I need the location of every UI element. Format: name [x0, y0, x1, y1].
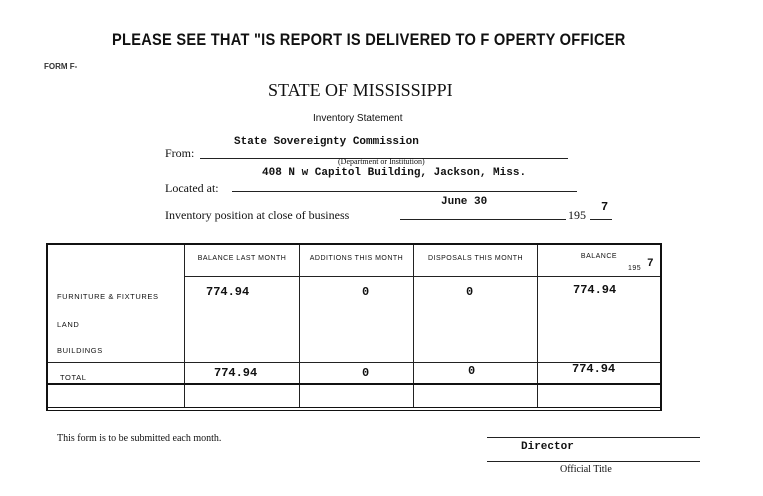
furniture-disposals: 0: [466, 285, 474, 299]
total-balance-last-month: 774.94: [214, 366, 258, 380]
signature-value: Director: [521, 441, 574, 453]
from-note: (Department or Institution): [338, 157, 425, 166]
header-additions: ADDITIONS THIS MONTH: [309, 255, 404, 262]
located-label: Located at:: [165, 181, 219, 195]
delivery-banner: PLEASE SEE THAT "IS REPORT IS DELIVERED TO F OPERTY OFFICER: [112, 30, 626, 49]
signature-label: Official Title: [560, 464, 612, 475]
inventory-year-prefix: 195: [568, 208, 586, 222]
header-disposals: DISPOSALS THIS MONTH: [427, 255, 524, 262]
row-label-buildings: BUILDINGS: [57, 346, 103, 355]
located-value: 408 N w Capitol Building, Jackson, Miss.: [262, 167, 527, 179]
total-disposals: 0: [468, 364, 476, 378]
furniture-balance-last-month: 774.94: [206, 285, 250, 299]
header-balance: BALANCE: [580, 253, 618, 260]
inventory-year-digit: 7: [601, 200, 609, 214]
inventory-date-underline: [400, 219, 566, 220]
document-subtitle: Inventory Statement: [313, 113, 403, 124]
furniture-additions: 0: [362, 285, 370, 299]
inventory-date: June 30: [441, 196, 488, 208]
signature-bottom-line: [487, 461, 700, 462]
inventory-position-label: Inventory position at close of business: [165, 208, 350, 222]
inventory-year-underline: [590, 219, 612, 220]
signature-top-line: [487, 437, 700, 438]
table-right-border: [660, 243, 662, 410]
row-label-total: TOTAL: [60, 373, 87, 382]
header-underline: [184, 276, 660, 277]
row-label-furniture: FURNITURE & FIXTURES: [57, 292, 159, 301]
header-balance-year-digit: 7: [647, 258, 654, 270]
table-top-border: [46, 243, 662, 245]
from-value: State Sovereignty Commission: [234, 136, 419, 148]
total-balance: 774.94: [572, 362, 616, 376]
located-underline: [232, 191, 577, 192]
row-label-land: LAND: [57, 320, 80, 329]
total-top-line: [48, 362, 660, 363]
total-additions: 0: [362, 366, 370, 380]
document-title: STATE OF MISSISSIPPI: [268, 80, 453, 100]
table-bottom-border-1: [46, 407, 662, 408]
total-bottom-line: [48, 383, 660, 385]
header-balance-year-prefix: 195: [628, 265, 642, 272]
table-bottom-border-2: [46, 410, 662, 411]
submission-note: This form is to be submitted each month.: [57, 433, 222, 444]
from-label: From:: [165, 146, 195, 160]
furniture-balance: 774.94: [573, 283, 617, 297]
header-balance-last-month: BALANCE LAST MONTH: [197, 255, 287, 262]
form-number: FORM F-: [44, 62, 78, 71]
